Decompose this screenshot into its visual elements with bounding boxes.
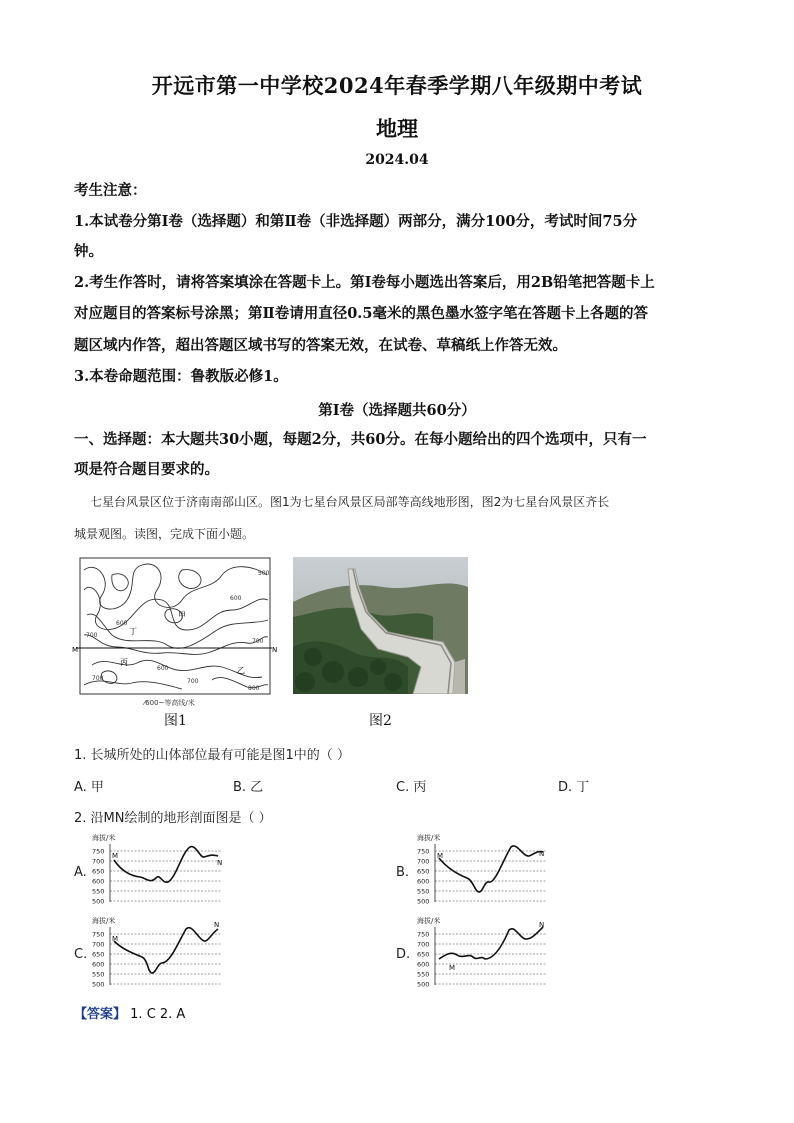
q1-option-b[interactable]: B. 乙 [233, 780, 264, 795]
contour-value: 500 [258, 570, 270, 577]
exam-date: 2024.04 [365, 152, 429, 168]
notice-line: 钟。 [74, 243, 103, 260]
map-label-bing: 丙 [120, 658, 128, 667]
contour-value: 700 [86, 632, 98, 639]
profile-ytick: 550 [92, 887, 105, 896]
profile-ytick: 600 [92, 960, 105, 969]
profile-ytick: 600 [417, 877, 430, 886]
map-label-n: N [272, 646, 277, 654]
map-label-yi: 乙 [237, 666, 245, 675]
profile-ytick: 500 [92, 897, 105, 906]
notice-heading: 考生注意： [74, 182, 147, 199]
exam-title: 开远市第一中学校2024年春季学期八年级期中考试 [151, 73, 643, 98]
profile-ytick: 650 [417, 950, 430, 959]
notice-line: 题区域内作答，超出答题区域书写的答案无效，在试卷、草稿纸上作答无效。 [74, 337, 567, 354]
profile-chart-a [90, 832, 230, 907]
profile-ylabel: 海拔/米 [92, 917, 116, 925]
question-1: 1. 长城所处的山体部位最有可能是图1中的（ ） [74, 748, 350, 763]
profile-ytick: 650 [92, 950, 105, 959]
contour-value: 600 [116, 620, 128, 627]
contour-value: 600 [157, 665, 169, 672]
profile-start-label: M [112, 852, 119, 860]
profile-curve [114, 847, 218, 883]
profile-chart-c [90, 915, 230, 990]
profile-end-label: N [217, 859, 223, 867]
profile-ytick: 700 [417, 857, 430, 866]
profile-curve [439, 846, 543, 892]
profile-ytick: 700 [92, 940, 105, 949]
profile-start-label: M [437, 852, 444, 860]
profile-ytick: 600 [92, 877, 105, 886]
contour-value: 700 [252, 638, 264, 645]
map-label-jia: 甲 [178, 611, 186, 620]
map-label-ding: 丁 [129, 627, 137, 636]
notice-line: 1.本试卷分第Ⅰ卷（选择题）和第Ⅱ卷（非选择题）两部分，满分100分，考试时间75分 [74, 213, 638, 230]
profile-ytick: 550 [417, 887, 430, 896]
great-wall-photo [293, 557, 468, 694]
notice-line: 2.考生作答时，请将答案填涂在答题卡上。第Ⅰ卷每小题选出答案后，用2B铅笔把答题卡上 [74, 274, 655, 291]
contour-value: 700 [92, 675, 104, 682]
profile-ytick: 750 [417, 847, 430, 856]
q2-option-a[interactable]: A. [74, 865, 87, 880]
profile-ytick: 550 [92, 970, 105, 979]
profile-ytick: 650 [92, 867, 105, 876]
map-label-m: M [72, 646, 79, 654]
answer-tag: 【答案】 [74, 1007, 127, 1022]
notice-line: 对应题目的答案标号涂黑；第Ⅱ卷请用直径0.5毫米的黑色墨水签字笔在答题卡上各题的答 [74, 305, 648, 322]
q2-option-d[interactable]: D. [396, 947, 411, 962]
q1-option-c[interactable]: C. 丙 [396, 780, 427, 795]
contour-value: 800 [248, 685, 260, 692]
profile-ytick: 700 [92, 857, 105, 866]
contour-value: 600 [230, 595, 242, 602]
profile-ylabel: 海拔/米 [92, 834, 116, 842]
profile-ylabel: 海拔/米 [417, 834, 441, 842]
profile-ytick: 500 [92, 980, 105, 989]
q1-option-a[interactable]: A. 甲 [74, 780, 104, 795]
profile-ylabel: 海拔/米 [417, 917, 441, 925]
profile-chart-b [415, 832, 555, 907]
answer-line [74, 1003, 185, 1022]
contour-map-figure [72, 555, 277, 707]
profile-ytick: 750 [92, 847, 105, 856]
profile-end-label: N [539, 921, 545, 929]
profile-start-label: M [112, 935, 119, 943]
profile-chart-d [415, 915, 555, 990]
profile-ytick: 500 [417, 980, 430, 989]
question-2: 2. 沿MN绘制的地形剖面图是（ ） [74, 811, 272, 826]
figure2-caption: 图2 [369, 713, 392, 729]
section-instruction: 项是符合题目要求的。 [74, 461, 219, 478]
profile-end-label: N [214, 921, 220, 929]
contour-value: 700 [187, 678, 199, 685]
q2-option-c[interactable]: C. [74, 947, 88, 962]
subject-title: 地理 [376, 116, 418, 141]
passage-line: 城景观图。读图，完成下面小题。 [74, 527, 255, 541]
profile-end-label: N [539, 850, 545, 858]
answer-text: 1. C 2. A [130, 1007, 186, 1022]
section-instruction: 一、选择题：本大题共30小题，每题2分，共60分。在每小题给出的四个选项中，只有一 [74, 431, 647, 448]
passage-line: 七星台风景区位于济南南部山区。图1为七星台风景区局部等高线地形图，图2为七星台风景区齐长 [90, 495, 610, 509]
q1-option-d[interactable]: D. 丁 [558, 780, 590, 795]
q2-option-b[interactable]: B. [396, 865, 410, 880]
profile-ytick: 750 [417, 930, 430, 939]
part1-heading: 第Ⅰ卷（选择题共60分） [318, 402, 476, 419]
figure1-caption: 图1 [164, 713, 187, 729]
profile-ytick: 700 [417, 940, 430, 949]
profile-ytick: 550 [417, 970, 430, 979]
profile-ytick: 500 [417, 897, 430, 906]
contour-legend: ⁄600~等高线/米 [144, 699, 195, 707]
profile-ytick: 750 [92, 930, 105, 939]
profile-ytick: 650 [417, 867, 430, 876]
profile-ytick: 600 [417, 960, 430, 969]
notice-line: 3.本卷命题范围：鲁教版必修1。 [74, 368, 288, 385]
profile-start-label: M [449, 964, 456, 972]
profile-curve [114, 928, 218, 973]
